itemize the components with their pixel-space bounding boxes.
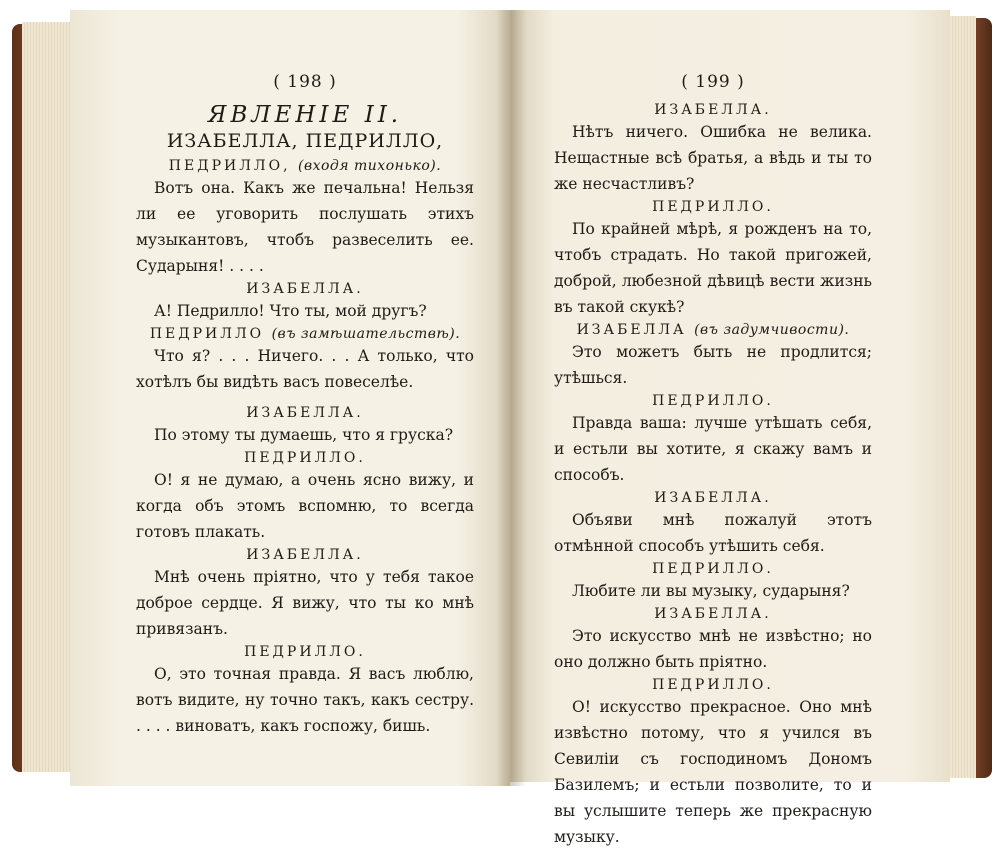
cast-list: ИЗАБЕЛЛА, ПЕДРИЛЛО, [166,130,444,152]
speaker-label: ПЕДРИЛЛО [149,326,265,342]
speaker-label: ИЗАБЕЛЛА [576,322,687,338]
dialogue-text: Это искусство мнѣ не извѣстно; но оно должно быть пріятно. [554,627,872,671]
speaker-name [136,158,474,174]
dialogue-text: О, это точная правда. Я васъ люблю, вотъ видите, ну точно такъ, какъ сестру. . . . . виноватъ, какъ госпожу, бишь. [136,665,474,735]
dialogue-text: Что я? . . . Ничего. . . А только, что хотѣлъ бы видѣть васъ повеселѣе. [136,347,474,391]
speaker-name: ИЗАБЕЛЛА. [654,490,772,506]
dialogue-text: Объяви мнѣ пожалуй этотъ отмѣнной способъ утѣшить себя. [554,511,872,555]
speaker-name: ПЕДРИЛЛО. [652,393,774,409]
speaker-name: ИЗАБЕЛЛА. [246,405,364,421]
right-page [510,10,950,846]
dialogue-text: А! Педрилло! Что ты, мой другъ? [154,302,427,320]
dialogue-text: Любите ли вы музыку, сударыня? [572,582,850,600]
speaker-name [136,326,474,342]
stage-direction: (въ замѣшательствѣ). [271,326,461,342]
speaker-label: ПЕДРИЛЛО, [168,158,291,174]
speaker-name: ИЗАБЕЛЛА. [654,102,772,118]
dialogue-text: Вотъ она. Какъ же печальна! Нельзя ли ее уговорить послушать этихъ музыкантовъ, чтобъ развеселить ее. Сударыня! . . . . [136,179,474,275]
speaker-name: ПЕДРИЛЛО. [652,199,774,215]
page-number: ( 199 ) [681,72,745,92]
open-book [12,10,992,846]
speaker-name: ПЕДРИЛЛО. [244,644,366,660]
dialogue-text: О! я не думаю, а очень ясно вижу, и когда объ этомъ вспомню, то всегда готовъ плакать. [136,471,474,541]
dialogue-text: О! искусство прекрасное. Оно мнѣ извѣстно потому, что я учился въ Севиліи съ господиномъ Дономъ Базилемъ; и естьли позволите, то и вы услышите теперь же прекрасную музыку. [554,698,872,846]
stage-direction: (въ задумчивости). [694,322,850,338]
dialogue-text: По этому ты думаешь, что я груска? [154,426,454,444]
speaker-name: ИЗАБЕЛЛА. [654,606,772,622]
dialogue-text: Правда ваша: лучше утѣшать себя, и естьли вы хотите, я скажу вамъ и способъ. [554,414,872,484]
scene-heading: ЯВЛЕНІЕ II. [207,102,403,128]
speaker-name: ПЕДРИЛЛО. [652,561,774,577]
dialogue-text: По крайней мѣрѣ, я рожденъ на то, чтобъ страдать. Но такой пригожей, доброй, любезной дѣвицѣ вести жизнь въ такой скукѣ? [554,220,872,316]
dialogue-text: Мнѣ очень пріятно, что у тебя такое доброе сердце. Я вижу, что ты ко мнѣ привязанъ. [136,568,474,638]
speaker-name: ИЗАБЕЛЛА. [246,281,364,297]
book-gutter [496,10,526,786]
speaker-name: ИЗАБЕЛЛА. [246,547,364,563]
dialogue-text: Нѣтъ ничего. Ошибка не велика. Нещастные всѣ братья, а вѣдь и ты то же несчастливъ? [554,123,872,193]
stage-direction: (входя тихонько). [297,158,442,174]
left-page [70,10,510,786]
speaker-name [554,322,872,338]
page-number: ( 198 ) [273,72,337,92]
speaker-name: ПЕДРИЛЛО. [652,677,774,693]
dialogue-text: Это можетъ быть не продлится; утѣшься. [554,343,872,387]
speaker-name: ПЕДРИЛЛО. [244,450,366,466]
